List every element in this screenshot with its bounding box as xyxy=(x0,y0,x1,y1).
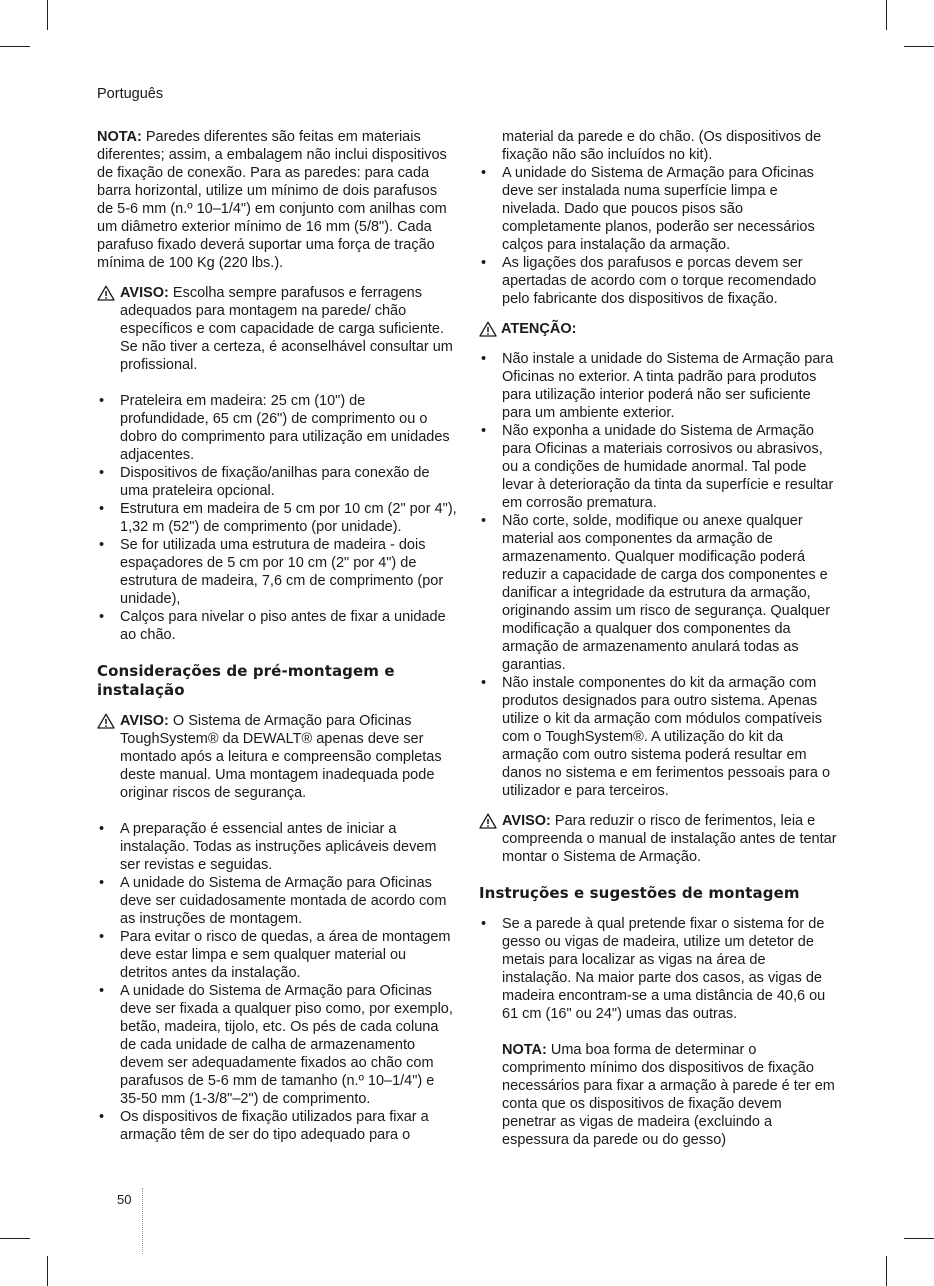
installation-list xyxy=(479,164,837,308)
preassembly-list xyxy=(97,820,457,1144)
caution-heading xyxy=(479,320,837,338)
caution-list xyxy=(479,350,837,800)
continuation-text: material da parede e do chão. (Os dispositivos de fixação não são incluídos no kit). xyxy=(502,129,822,163)
crop-mark xyxy=(904,1238,934,1239)
warning-paragraph xyxy=(97,284,457,374)
list-item: • Prateleira em madeira: 25 cm (10") de profundidade, 65 cm (26") de comprimento ou o dobro do comprimento para utilização em unidades adjacentes. xyxy=(97,392,457,464)
right-column xyxy=(479,128,837,1149)
list-item: • Não instale a unidade do Sistema de Armação para Oficinas no exterior. A tinta padrão para produtos para utilização interior poderá não ser suficiente para um ambiente exterior. xyxy=(479,350,837,422)
crop-mark xyxy=(0,46,30,47)
crop-mark xyxy=(0,1238,30,1239)
crop-mark xyxy=(886,0,887,30)
note-label: NOTA: xyxy=(97,129,142,145)
list-item: • Calços para nivelar o piso antes de fixar a unidade ao chão. xyxy=(97,608,457,644)
warning-paragraph xyxy=(97,712,457,802)
note-text: Paredes diferentes são feitas em materiais diferentes; assim, a embalagem não inclui dispositivos de fixação de conexão. Para as paredes: para cada barra horizontal, utilize um mínimo de dois parafusos de 5-6 mm (n.º 10–1/4") em conjunto com anilhas com um diâmetro exterior mínimo de 16 mm (5/8"). Cada parafuso fixado deverá suportar uma força de tração mínima de 100 Kg (220 lbs.). xyxy=(97,129,447,271)
list-item: • A preparação é essencial antes de iniciar a instalação. Todas as instruções aplicáveis devem ser revistas e seguidas. xyxy=(97,820,457,874)
caution-label: ATENÇÃO: xyxy=(501,321,577,337)
language-header: Português xyxy=(97,86,164,102)
assembly-list xyxy=(479,915,837,1023)
crop-mark xyxy=(47,0,48,30)
note-label: NOTA: xyxy=(502,1042,547,1058)
note-text: Uma boa forma de determinar o comprimento mínimo dos dispositivos de fixação necessários para fixar a armação à parede é ter em conta que os dispositivos de fixação devem penetrar as vigas de madeira (excluindo a espessura da parede ou do gesso) xyxy=(502,1042,835,1148)
list-item: • A unidade do Sistema de Armação para Oficinas deve ser cuidadosamente montada de acordo com as instruções de montagem. xyxy=(97,874,457,928)
warning-label: AVISO: xyxy=(120,713,169,729)
warning-text: O Sistema de Armação para Oficinas ToughSystem® da DEWALT® apenas deve ser montado após a leitura e compreensão completas deste manual. Uma montagem inadequada pode originar riscos de segurança. xyxy=(120,713,442,801)
warning-text: Para reduzir o risco de ferimentos, leia e compreenda o manual de instalação antes de tentar montar o Sistema de Armação. xyxy=(502,813,837,865)
list-item: • Não corte, solde, modifique ou anexe qualquer material aos componentes da armação de armazenamento. Qualquer modificação poderá reduzir a capacidade de carga dos componentes e danificar a integridade da estrutura da armação, originando assim um risco de segurança. Qualquer modificação a qualquer dos componentes da armação de armazenamento anulará todas as garantias. xyxy=(479,512,837,674)
list-item: • Para evitar o risco de quedas, a área de montagem deve estar limpa e sem qualquer material ou detritos antes da instalação. xyxy=(97,928,457,982)
list-item: • A unidade do Sistema de Armação para Oficinas deve ser instalada numa superfície limpa e nivelada. Dado que poucos pisos são completamente planos, poderão ser necessários calços para instalação da armação. xyxy=(479,164,837,254)
warning-icon xyxy=(97,285,115,301)
list-item: • Os dispositivos de fixação utilizados para fixar a armação têm de ser do tipo adequado para o xyxy=(97,1108,457,1144)
section-heading: Considerações de pré-montagem e instalação xyxy=(97,662,395,699)
warning-icon xyxy=(479,321,497,337)
warning-icon xyxy=(479,813,497,829)
warning-text: Escolha sempre parafusos e ferragens adequados para montagem na parede/ chão específicos e com capacidade de carga suficiente. Se não tiver a certeza, é aconselhável consultar um profissional. xyxy=(120,285,453,373)
requirements-list xyxy=(97,392,457,644)
list-item: • A unidade do Sistema de Armação para Oficinas deve ser fixada a qualquer piso como, por exemplo, betão, madeira, tijolo, etc. Os pés de cada coluna de cada unidade de calha de armazenamento devem ser adequadamente fixados ao chão com parafusos de 5-6 mm de tamanho (n.º 10–1/4") e 35-50 mm (1-3/8"–2") de comprimento. xyxy=(97,982,457,1108)
warning-label: AVISO: xyxy=(502,813,551,829)
list-item: • Se a parede à qual pretende fixar o sistema for de gesso ou vigas de madeira, utilize um detetor de metais para localizar as vigas na área de instalação. Na maior parte dos casos, as vigas de madeira encontram-se a uma distância de 40,6 ou 61 cm (16" ou 24") umas das outras. xyxy=(479,915,837,1023)
list-item: • As ligações dos parafusos e porcas devem ser apertadas de acordo com o torque recomendado pelo fabricante dos dispositivos de fixação. xyxy=(479,254,837,308)
warning-paragraph xyxy=(479,812,837,866)
list-item: • Dispositivos de fixação/anilhas para conexão de uma prateleira opcional. xyxy=(97,464,457,500)
crop-mark xyxy=(47,1256,48,1286)
list-item: • Se for utilizada uma estrutura de madeira - dois espaçadores de 5 cm por 10 cm (2" por 4") de estrutura de madeira, 7,6 cm de comprimento (por unidade), xyxy=(97,536,457,608)
crop-mark xyxy=(904,46,934,47)
list-item: • Não instale componentes do kit da armação com produtos designados para outro sistema. Apenas utilize o kit da armação com módulos compatíveis com o ToughSystem®. A utilização do kit da armação com outro sistema poderá resultar em danos no sistema e em ferimentos pessoais para o utilizador e para terceiros. xyxy=(479,674,837,800)
crop-mark xyxy=(886,1256,887,1286)
warning-label: AVISO: xyxy=(120,285,169,301)
divider xyxy=(142,1188,143,1254)
page-number: 50 xyxy=(117,1192,132,1207)
section-heading: Instruções e sugestões de montagem xyxy=(479,884,800,902)
note-paragraph xyxy=(479,1041,837,1149)
left-column xyxy=(97,128,457,1144)
note-paragraph xyxy=(97,128,457,272)
warning-icon xyxy=(97,713,115,729)
list-item: • Estrutura em madeira de 5 cm por 10 cm (2" por 4"), 1,32 m (52") de comprimento (por unidade). xyxy=(97,500,457,536)
list-item: • Não exponha a unidade do Sistema de Armação para Oficinas a materiais corrosivos ou abrasivos, ou a condições de humidade anormal. Tal pode levar à deterioração da tinta da superfície e resultar em corrosão prematura. xyxy=(479,422,837,512)
